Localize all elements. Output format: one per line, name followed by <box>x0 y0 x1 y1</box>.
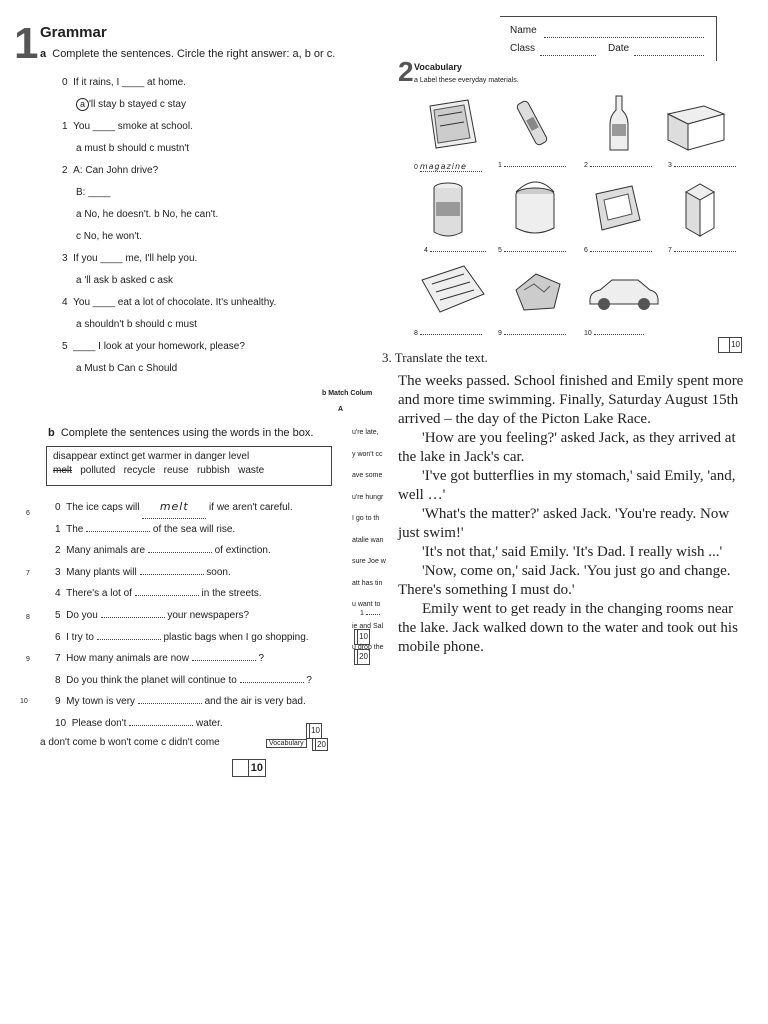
margin-number-7: 7 <box>26 570 30 577</box>
margin-number-10: 10 <box>20 698 28 705</box>
grammar-item-4: 4 You ____ eat a lot of chocolate. It's unhealthy. <box>62 297 277 308</box>
grammar-item-2: 2 A: Can John drive? <box>62 165 159 176</box>
grammar-title: Grammar <box>40 24 107 41</box>
match-column-a: A <box>338 406 344 413</box>
vocab-label-9: 9 <box>498 330 566 337</box>
grammar-number: 1 <box>14 19 39 68</box>
margin-number-9: 9 <box>26 656 30 663</box>
b-item-3: 3 Many plants will soon. <box>55 566 231 578</box>
name-line <box>544 37 704 38</box>
translate-paragraph-1: The weeks passed. School finished and Emily spent more and more time swimming. Finally, Saturday August 15th arrived – the day of the Picton Lake Race. <box>398 373 744 427</box>
class-label: Class <box>510 43 536 54</box>
b-item-5: 5 Do you your newspapers? <box>55 609 250 621</box>
b-item-1: 1 The of the sea will rise. <box>55 523 236 535</box>
car-picture <box>586 272 662 312</box>
translate-paragraph-7: Emily went to get ready in the changing rooms near the lake. Jack walked down to the water and took out his mobile phone. <box>398 601 738 655</box>
vocab-label-1: 1 <box>498 162 566 169</box>
grammar-item-2-options: a No, he doesn't. b No, he can't. <box>76 209 219 220</box>
b-item-0-answer: melt <box>142 496 206 519</box>
vocab-label-4: 4 <box>424 247 486 254</box>
grammar-item-2-b: B: ____ <box>76 187 111 198</box>
name-label: Name <box>510 25 537 36</box>
grammar-item-0-options: a 'll stay b stayed c stay <box>62 94 276 116</box>
match-score-10: 10 <box>354 629 370 645</box>
grammar-item-5-options: a Must b Can c Should <box>76 363 178 374</box>
vocabulary-title: Vocabulary <box>414 62 462 72</box>
date-line <box>634 55 704 56</box>
translate-paragraph-4: 'What's the matter?' asked Jack. 'You're ready. Now just swim!' <box>398 506 730 541</box>
vocab-label-2: 2 <box>584 162 652 169</box>
magazine-picture <box>424 96 480 152</box>
vocab-label-10: 10 <box>584 330 644 337</box>
crisp-packet-picture <box>592 184 642 232</box>
vocab-label-7: 7 <box>668 247 736 254</box>
grammar-item-0: 0 If it rains, I ____ at home. <box>62 77 186 88</box>
foil-picture <box>510 270 564 314</box>
newspaper-picture <box>418 262 488 316</box>
translate-paragraph-6: 'Now, come on,' said Jack. 'You just go and change. There's something I must do.' <box>398 563 731 598</box>
grammar-b-list <box>55 496 312 735</box>
b-score-10: 10 <box>306 723 322 739</box>
margin-number-6: 6 <box>26 510 30 517</box>
bottle-picture <box>604 92 634 154</box>
can-picture <box>428 180 468 240</box>
margin-number-8: 8 <box>26 614 30 621</box>
grammar-item-4-options: a shouldn't b should c must <box>76 319 197 330</box>
word-box <box>46 446 332 486</box>
grammar-item-1-options: a must b should c mustn't <box>76 143 190 154</box>
circled-answer: a <box>76 98 89 111</box>
paint-tin-picture <box>510 178 560 240</box>
grammar-score-box: 10 <box>232 759 266 777</box>
vocab-label-3: 3 <box>668 162 736 169</box>
battery-picture <box>512 96 556 152</box>
vocab-score-box: 10 <box>718 337 742 353</box>
vocab-label-0: 0 magazine <box>414 162 482 172</box>
vocab-label-6: 6 <box>584 247 652 254</box>
grammar-item-1: 1 You ____ smoke at school. <box>62 121 193 132</box>
translate-text <box>398 372 750 657</box>
word-box-line-2: melt polluted recycle reuse rubbish waste <box>53 465 265 476</box>
trailing-options: a don't come b won't come c didn't come <box>40 737 220 748</box>
translate-heading: 3. Translate the text. <box>382 350 488 365</box>
grammar-item-3-options: a 'll ask b asked c ask <box>76 275 173 286</box>
vocab-tag-score: 20 <box>312 738 328 751</box>
date-label: Date <box>608 43 630 54</box>
match-fragments: u're late, y won't cc ave some u're hungr I go to th atalie wan sure Joe w att has tin u want to ie and Sal u drop the <box>352 429 386 651</box>
match-column-title: b Match Colum <box>322 390 373 397</box>
match-score-20: 20 <box>354 649 370 665</box>
b-item-4: 4 There's a lot of in the streets. <box>55 588 262 600</box>
b-item-6: 6 I try to plastic bags when I go shopping. <box>55 631 309 643</box>
translate-paragraph-3: 'I've got butterflies in my stomach,' said Emily, 'and, well …' <box>398 468 736 503</box>
grammar-a-instruction: a Complete the sentences. Circle the right answer: a, b or c. <box>40 48 336 60</box>
translate-paragraph-2: 'How are you feeling?' asked Jack, as they arrived at the lake in Jack's car. <box>398 430 736 465</box>
name-class-date-box <box>500 16 717 61</box>
vocabulary-number: 2 <box>398 56 414 87</box>
grammar-b-instruction: b Complete the sentences using the words in the box. <box>48 427 314 439</box>
match-number: 1 <box>360 610 380 617</box>
vocabulary-a-instruction: a Label these everyday materials. <box>414 77 519 84</box>
b-item-2: 2 Many animals are of extinction. <box>55 545 271 557</box>
b-item-0: 0 The ice caps will melt if we aren't careful. <box>55 496 312 519</box>
takeaway-box-picture <box>678 180 722 240</box>
class-line <box>540 55 596 56</box>
cardboard-box-picture <box>664 100 728 152</box>
grammar-a-list <box>62 72 276 380</box>
word-box-line-1: disappear extinct get warmer in danger level <box>53 451 250 462</box>
vocabulary-tag: Vocabulary <box>266 739 307 748</box>
grammar-item-2-options-c: c No, he won't. <box>76 231 142 242</box>
vocab-answer-0: magazine <box>420 162 482 172</box>
translate-paragraph-5: 'It's not that,' said Emily. 'It's Dad. I really wish ...' <box>422 544 723 560</box>
grammar-item-3: 3 If you ____ me, I'll help you. <box>62 253 198 264</box>
b-item-7: 7 How many animals are now ? <box>55 653 265 665</box>
grammar-item-5: 5 ____ I look at your homework, please? <box>62 341 245 352</box>
b-item-8: 8 Do you think the planet will continue to ? <box>55 674 312 686</box>
b-item-9: 9 My town is very and the air is very bad. <box>55 696 306 708</box>
vocab-label-5: 5 <box>498 247 566 254</box>
b-item-10: 10 Please don't water. <box>55 717 223 729</box>
vocab-label-8: 8 <box>414 330 482 337</box>
